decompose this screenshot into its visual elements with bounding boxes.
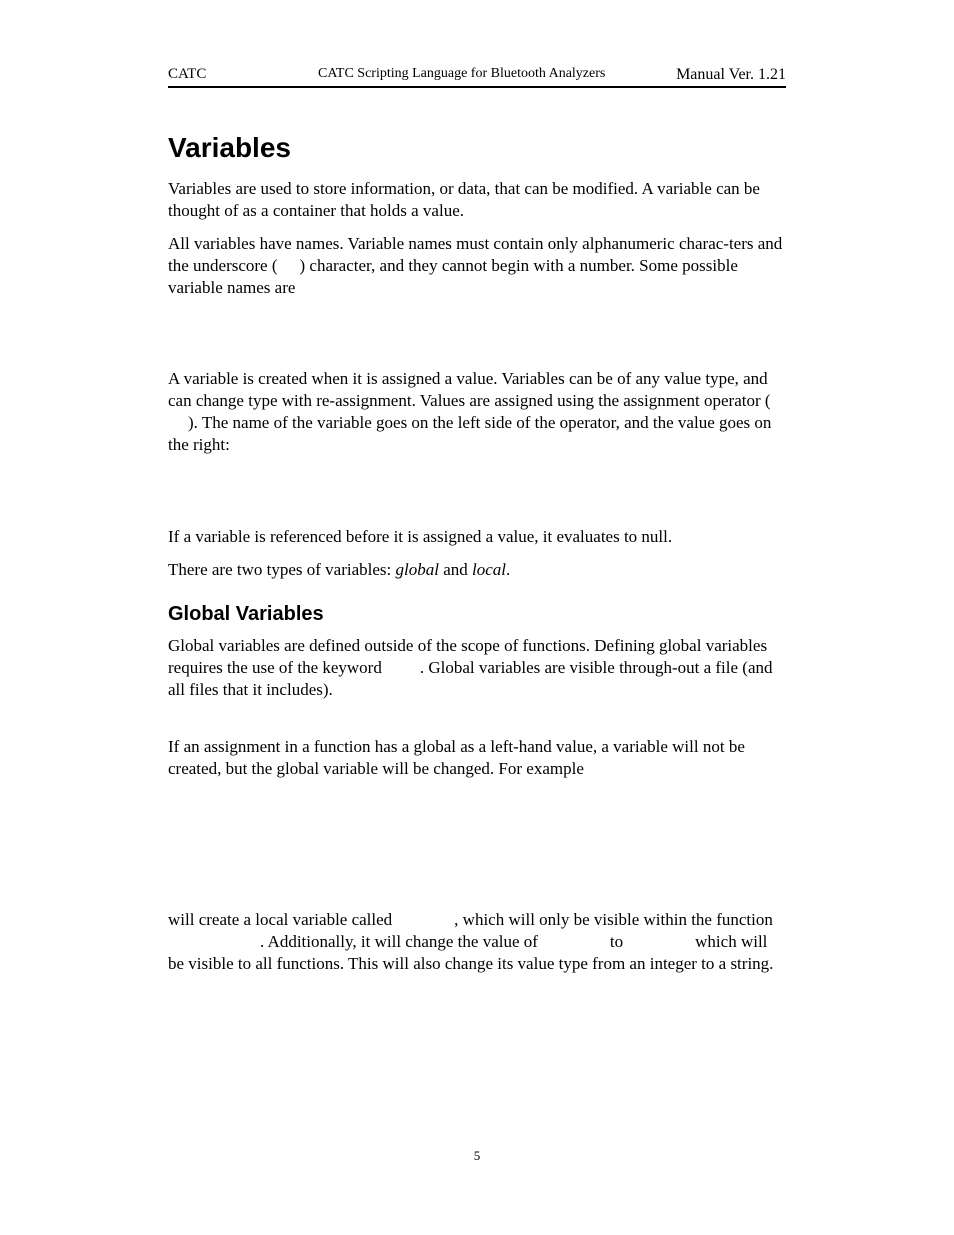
paragraph-global-assign: If an assignment in a function has a global as a left-hand value, a variable will not be created, but the global variable will be changed. For example [168, 737, 745, 778]
paragraph-local-result: will create a local variable called , which will only be visible within the function. Additionally, it will change the value of to which will be visible to all functions. This will also change its value type from an integer to a string. [168, 910, 774, 973]
section-title: Variables [168, 132, 291, 163]
paragraph-names: All variables have names. Variable names must contain only alphanumeric charac-ters and the underscore ( ) character, and they cannot begin with a number. Some possible variable names are [168, 234, 783, 297]
paragraph-intro: Variables are used to store information, or data, that can be modified. A variable can be thought of as a container that holds a value. [168, 179, 760, 220]
paragraph-null: If a variable is referenced before it is assigned a value, it evaluates to null. [168, 527, 673, 546]
subsection-title: Global Variables [168, 603, 324, 625]
header-title: CATC Scripting Language for Bluetooth Analyzers [318, 66, 606, 81]
paragraph-types: There are two types of variables: global and local. [168, 560, 511, 579]
header-company: CATC [168, 66, 207, 82]
page-number: 5 [473, 1148, 481, 1163]
header-version: Manual Ver. 1.21 [676, 66, 786, 83]
paragraph-assignment: A variable is created when it is assigned a value. Variables can be of any value type, and can change type with re-assignment. Values are assigned using the assignment operator (). The name of the variable goes on the left side of the operator, and the value goes on the right: [168, 369, 772, 454]
page-header [168, 64, 786, 88]
manual-page [168, 0, 786, 1235]
paragraph-global-def: Global variables are defined outside of the scope of functions. Defining global variables requires the use of the keyword . Global variables are visible through-out a file (and all files that it includes). [168, 636, 773, 699]
